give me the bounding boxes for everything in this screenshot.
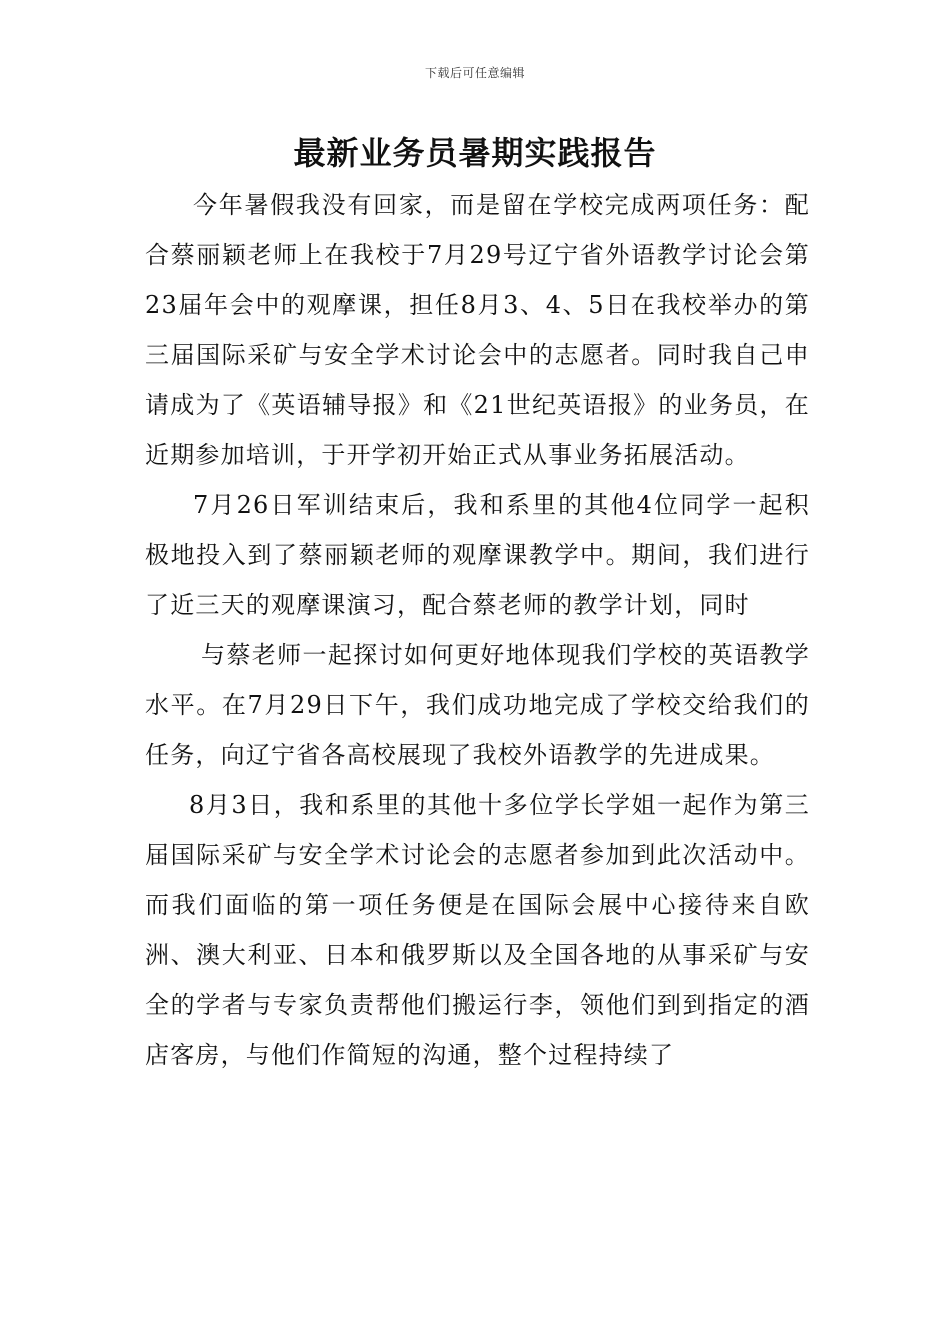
paragraph-2: 7月26日军训结束后，我和系里的其他4位同学一起积极地投入到了蔡丽颖老师的观摩课教学中。期间，我们进行了近三天的观摩课演习，配合蔡老师的教学计划，同时: [145, 491, 810, 619]
paragraph-4: 8月3日，我和系里的其他十多位学长学姐一起作为第三届国际采矿与安全学术讨论会的志愿者参加到此次活动中。而我们面临的第一项任务便是在国际会展中心接待来自欧洲、澳大利亚、日本和俄罗斯以及全国各地的从事采矿与安全的学者与专家负责帮他们搬运行李，领他们到到指定的酒店客房，与他们作简短的沟通，整个过程持续了: [145, 791, 810, 1069]
header-note: 下载后可任意编辑: [424, 66, 525, 80]
paragraph-1: 今年暑假我没有回家，而是留在学校完成两项任务：配合蔡丽颖老师上在我校于7月29号辽宁省外语教学讨论会第23届年会中的观摩课，担任8月3、4、5日在我校举办的第三届国际采矿与安全学术讨论会中的志愿者。同时我自己申请成为了《英语辅导报》和《21世纪英语报》的业务员，在近期参加培训，于开学初开始正式从事业务拓展活动。: [145, 191, 810, 469]
document-body: [145, 180, 810, 1080]
document-title: 最新业务员暑期实践报告: [293, 134, 657, 172]
paragraph-3: 与蔡老师一起探讨如何更好地体现我们学校的英语教学水平。在7月29日下午，我们成功地完成了学校交给我们的任务，向辽宁省各高校展现了我校外语教学的先进成果。: [145, 641, 810, 769]
